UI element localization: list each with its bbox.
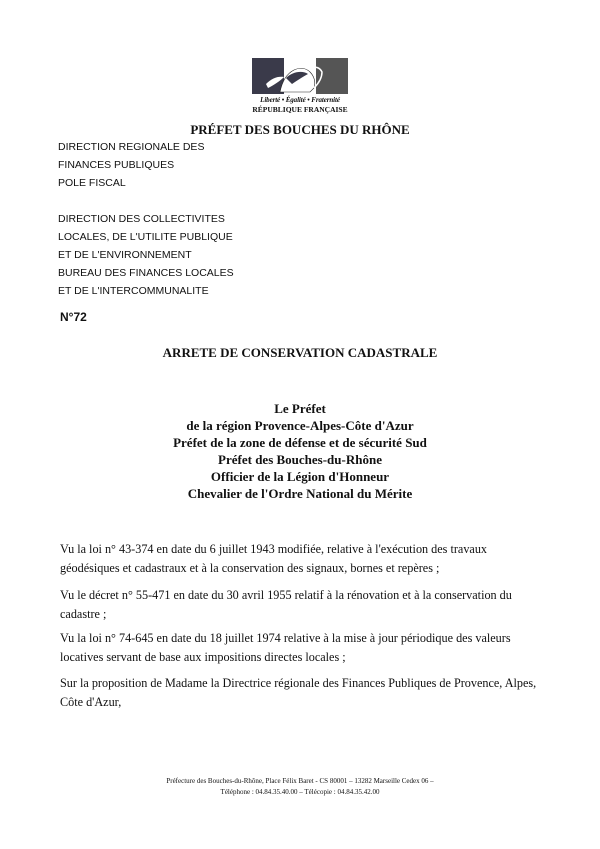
direction-collectivites-line: LOCALES, DE L'UTILITE PUBLIQUE bbox=[58, 231, 233, 243]
visa-line: Vu la loi n° 43-374 en date du 6 juillet 1943 modifiée, relative à l'exécution des travaux bbox=[60, 542, 488, 556]
visa-line: locatives servant de base aux impositions directes locales ; bbox=[60, 650, 346, 664]
visa-line: Vu la loi n° 74-645 en date du 18 juillet 1974 relative à la mise à jour périodique des valeurs bbox=[60, 631, 511, 645]
visa-paragraph bbox=[60, 674, 542, 712]
direction-collectivites-line: ET DE L'ENVIRONNEMENT bbox=[58, 249, 192, 261]
visa-line: cadastre ; bbox=[60, 607, 107, 621]
prefet-title: PRÉFET DES BOUCHES DU RHÔNE bbox=[190, 122, 410, 137]
visa-line: Sur la proposition de Madame la Directrice régionale des Finances Publiques de Provence, Alpes, bbox=[60, 676, 537, 690]
visa-paragraph bbox=[60, 586, 542, 624]
direction-regionale-block bbox=[58, 138, 204, 192]
prefet-title-line: Officier de la Légion d'Honneur bbox=[210, 469, 390, 484]
direction-regionale-line: FINANCES PUBLIQUES bbox=[58, 159, 175, 171]
prefet-title-line: Préfet des Bouches-du-Rhône bbox=[218, 452, 382, 467]
footer-phones: Téléphone : 04.84.35.40.00 – Télécopie : 04.84.35.42.00 bbox=[220, 788, 380, 796]
prefet-title-line: Le Préfet bbox=[274, 401, 326, 416]
republique-francaise-logo bbox=[252, 58, 348, 120]
visa-paragraph bbox=[60, 629, 542, 667]
arrete-title: ARRETE DE CONSERVATION CADASTRALE bbox=[162, 345, 438, 360]
direction-regionale-line: DIRECTION REGIONALE DES bbox=[58, 141, 205, 153]
footer bbox=[0, 776, 600, 798]
prefet-titles-block bbox=[0, 400, 600, 502]
prefet-title-line: Chevalier de l'Ordre National du Mérite bbox=[187, 486, 413, 501]
arrete-number: N°72 bbox=[60, 310, 87, 324]
prefet-title-line: Préfet de la zone de défense et de sécurité Sud bbox=[173, 435, 427, 450]
republique-francaise-text: RÉPUBLIQUE FRANÇAISE bbox=[252, 105, 348, 114]
direction-collectivites-line: DIRECTION DES COLLECTIVITES bbox=[58, 213, 225, 225]
direction-collectivites-line: BUREAU DES FINANCES LOCALES bbox=[58, 267, 234, 279]
direction-collectivites-block bbox=[58, 210, 234, 300]
direction-collectivites-line: ET DE L'INTERCOMMUNALITE bbox=[58, 285, 209, 297]
footer-address: Préfecture des Bouches-du-Rhône, Place Félix Baret - CS 80001 – 13282 Marseille Cedex 06 – bbox=[166, 777, 434, 785]
prefet-title-line: de la région Provence-Alpes-Côte d'Azur bbox=[186, 418, 414, 433]
visa-paragraph bbox=[60, 540, 542, 578]
visa-line: Vu le décret n° 55-471 en date du 30 avril 1955 relatif à la rénovation et à la conservation du bbox=[60, 588, 512, 602]
marianne-logo-icon bbox=[252, 58, 348, 94]
visa-line: géodésiques et cadastraux et à la conservation des signaux, bornes et repères ; bbox=[60, 561, 440, 575]
motto-text: Liberté • Égalité • Fraternité bbox=[260, 96, 340, 104]
visa-line: Côte d'Azur, bbox=[60, 695, 122, 709]
direction-regionale-line: POLE FISCAL bbox=[58, 177, 126, 189]
